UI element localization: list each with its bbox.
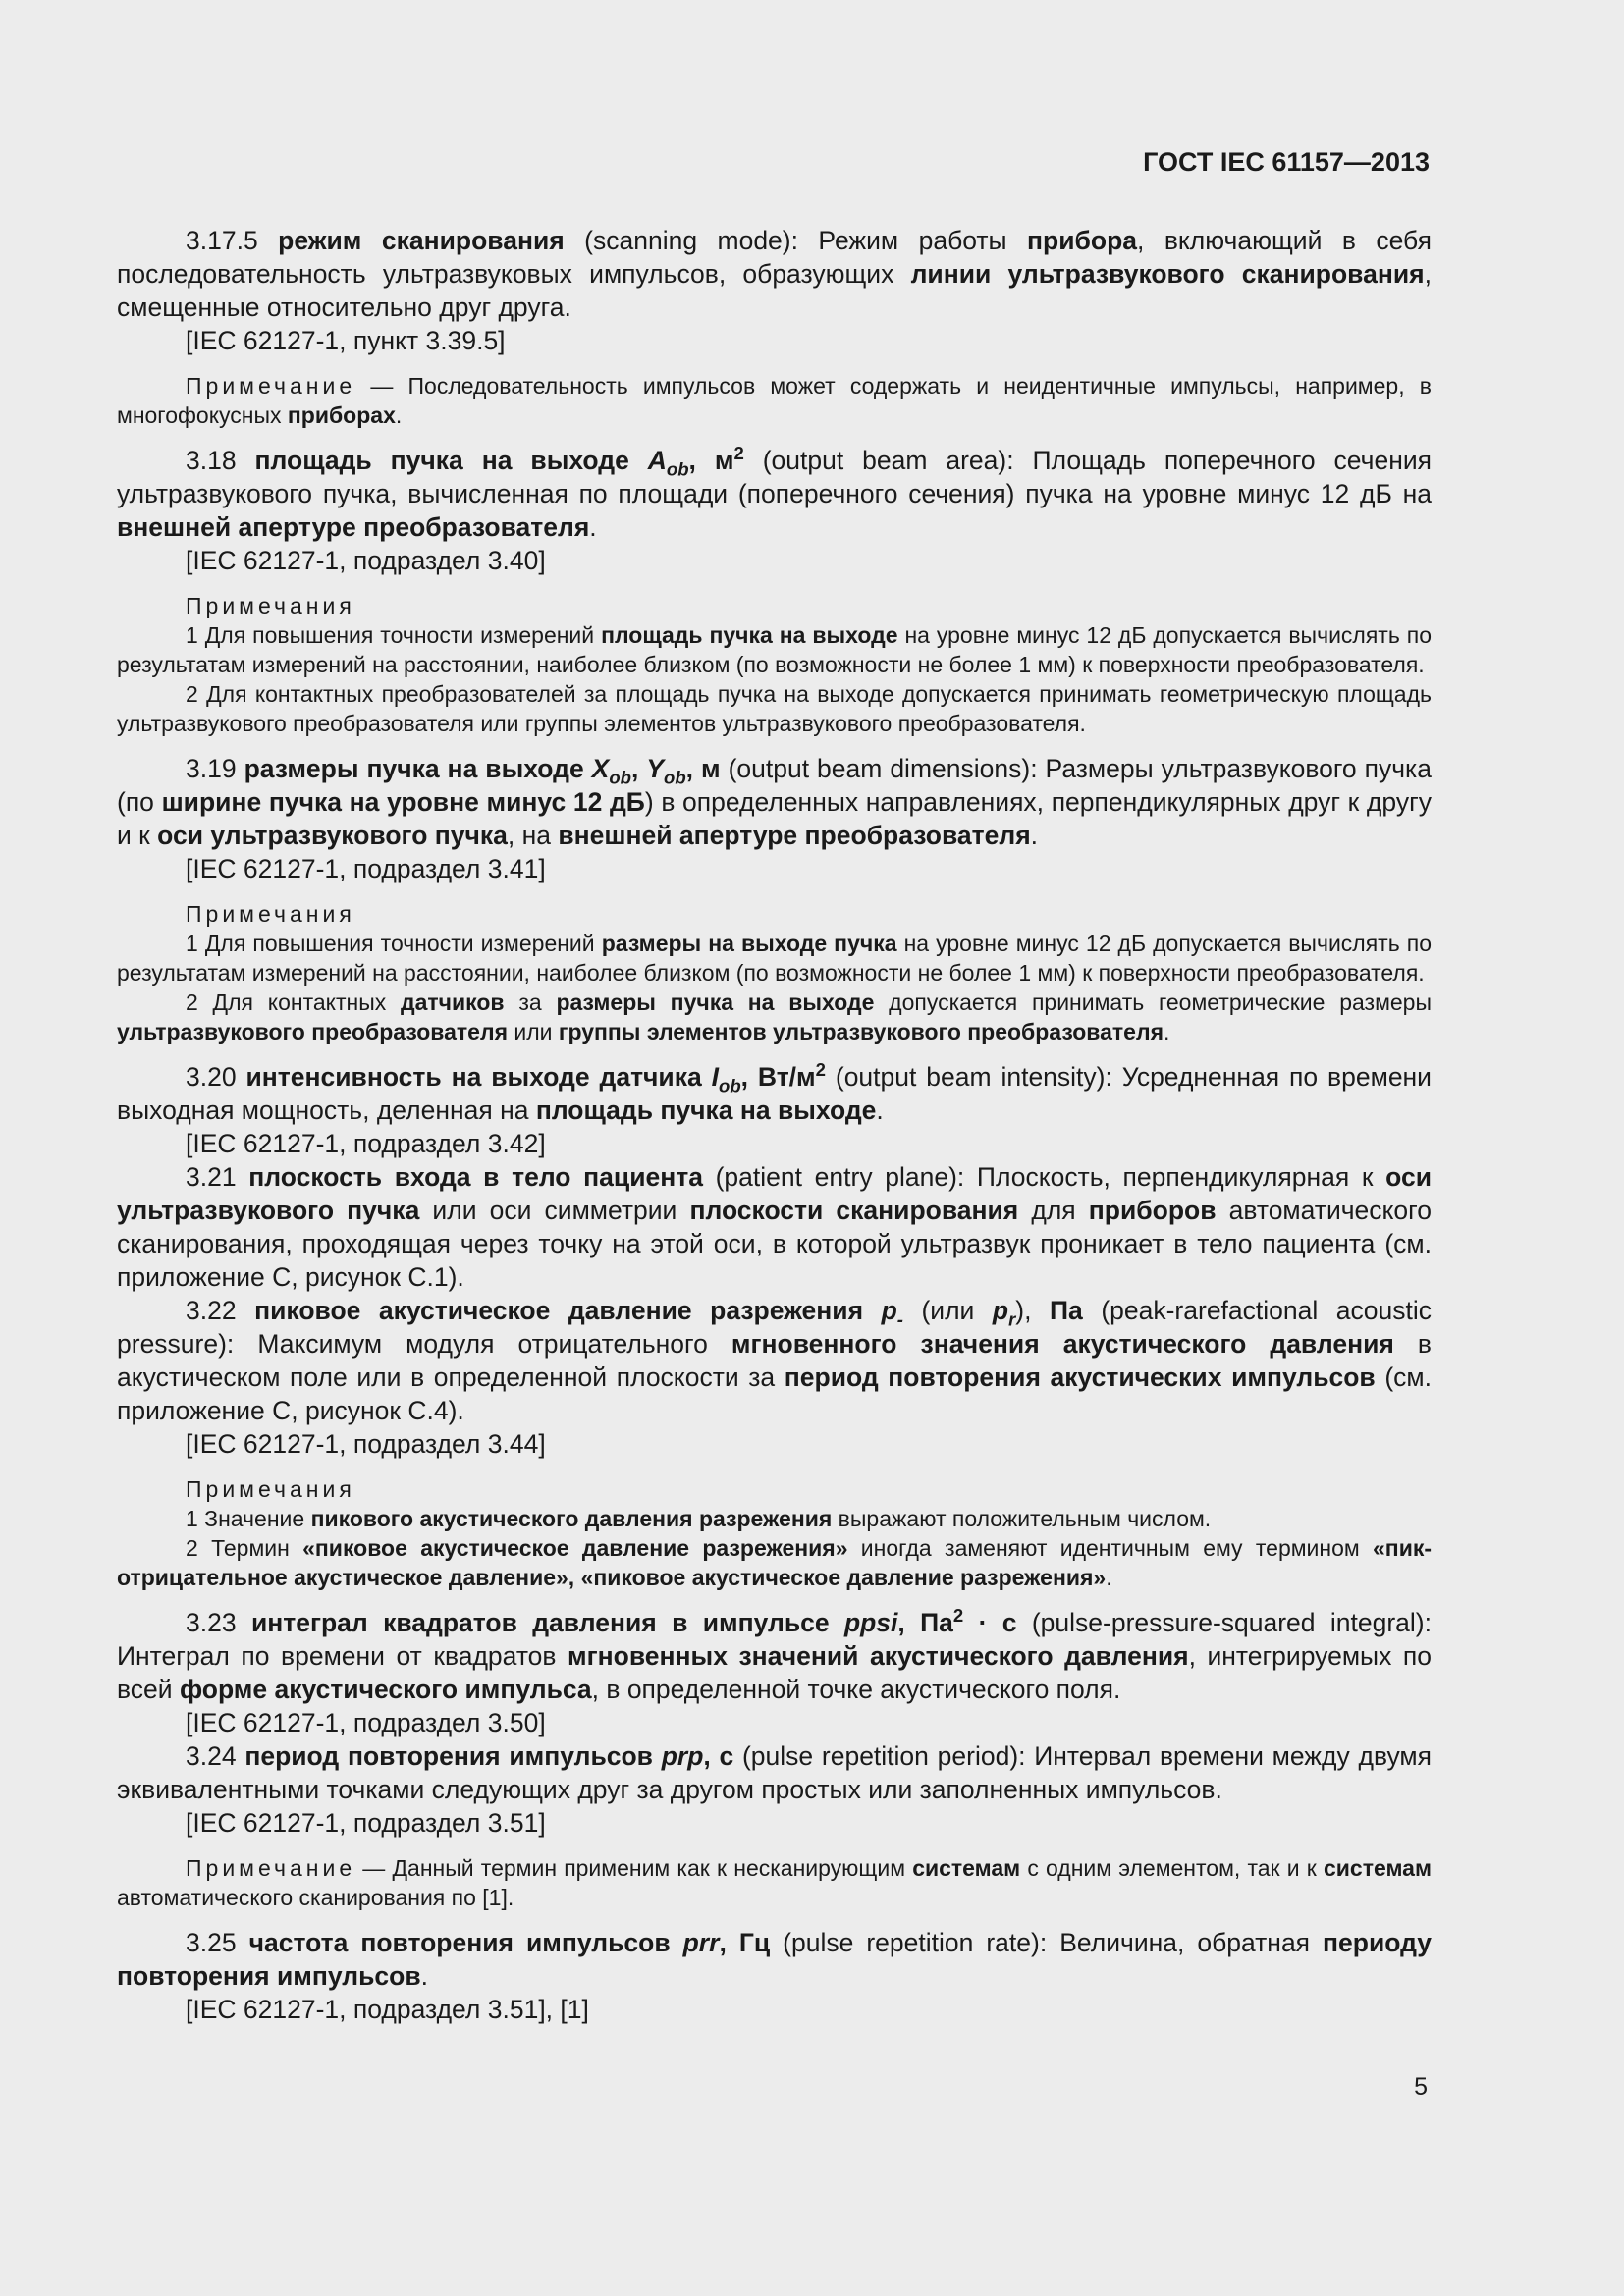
reference: [IEC 62127-1, подраздел 3.41]: [186, 854, 546, 883]
term-title: режим сканирования: [278, 226, 565, 255]
document-body: [117, 224, 1432, 2026]
term-3-19: 3.19 размеры пучка на выходе $X_{ob}$, $Y_{ob}$, м (output beam dimensions): Размеры ультразвукового пучка (по ширине пучка на уровне минус 12 дБ) в определенных направлениях, перпендикулярных друг к другу и к оси ультразвукового пучка, на внешней апертуре преобразователя.: [117, 754, 1432, 850]
note-item: 1 Для повышения точности измерений размеры на выходе пучка на уровне минус 12 дБ допускается вычислять по результатам измерений на расстоянии, наиболее близком (по возможности не более 1 мм) к поверхности преобразователя.: [117, 931, 1432, 986]
reference: [IEC 62127-1, подраздел 3.42]: [186, 1129, 546, 1158]
reference: [IEC 62127-1, пункт 3.39.5]: [186, 326, 506, 355]
term-3-18: 3.18 площадь пучка на выходе $A_{ob}$, $м^2$ (output beam area): Площадь поперечного сечения ультразвукового пучка, вычисленная по площади (поперечного сечения) пучка на уровне минус 12 дБ на внешней апертуре преобразователя.: [117, 443, 1432, 542]
note-item: 1 Для повышения точности измерений площадь пучка на выходе на уровне минус 12 дБ допускается вычислять по результатам измерений на расстоянии, наиболее близком (по возможности не более 1 мм) к поверхности преобразователя.: [117, 622, 1432, 677]
term-3-25: 3.25 частота повторения импульсов prr, Гц (pulse repetition rate): Величина, обратная периоду повторения импульсов.: [117, 1928, 1432, 1991]
notes-heading: Примечания: [186, 901, 355, 927]
notes-heading: Примечания: [186, 593, 355, 618]
document-header: ГОСТ IEC 61157—2013: [1143, 147, 1430, 177]
reference: [IEC 62127-1, подраздел 3.51]: [186, 1808, 546, 1838]
reference: [IEC 62127-1, подраздел 3.40]: [186, 546, 546, 575]
reference: [IEC 62127-1, подраздел 3.50]: [186, 1708, 546, 1737]
page-number: 5: [1414, 2073, 1428, 2101]
term-3-20: 3.20 интенсивность на выходе датчика $I_{ob}$, $Вт/м^2$ (output beam intensity): Усредненная по времени выходная мощность, деленная на площадь пучка на выходе.: [117, 1059, 1432, 1125]
note-item: 2 Термин «пиковое акустическое давление разрежения» иногда заменяют идентичным ему термином «пик-отрицательное акустическое давление», «пиковое акустическое давление разрежения».: [117, 1535, 1433, 1590]
term-3-17-5: 3.17.5 режим сканирования (scanning mode): Режим работы прибора, включающий в себя последовательность ультразвуковых импульсов, образующих линии ультразвукового сканирования, смещенные относительно друг друга.: [117, 226, 1432, 322]
note: Примечание — Данный термин применим как к несканирующим системам с одним элементом, так и к системам автоматического сканирования по [1].: [117, 1855, 1432, 1910]
term-3-24: 3.24 период повторения импульсов prp, с (pulse repetition period): Интервал времени между двумя эквивалентными точками следующих друг за другом простых или заполненных импульсов.: [117, 1741, 1432, 1804]
note-item: 2 Для контактных преобразователей за площадь пучка на выходе допускается принимать геометрическую площадь ультразвукового преобразователя или группы элементов ультразвукового преобразователя.: [117, 681, 1432, 736]
note: Примечание — Последовательность импульсов может содержать и неидентичные импульсы, например, в многофокусных приборах.: [117, 373, 1432, 428]
term-3-21: 3.21 плоскость входа в тело пациента (patient entry plane): Плоскость, перпендикулярная к оси ультразвукового пучка или оси симметрии плоскости сканирования для приборов автоматического сканирования, проходящая через точку на этой оси, в которой ультразвук проникает в тело пациента (см. приложение С, рисунок С.1).: [117, 1162, 1432, 1292]
note-item: 1 Значение пикового акустического давления разрежения выражают положительным числом.: [186, 1506, 1212, 1531]
reference: [IEC 62127-1, подраздел 3.44]: [186, 1429, 546, 1459]
term-3-22: 3.22 пиковое акустическое давление разрежения $p_-$ (или $p_r$), Па (peak-rarefactional acoustic pressure): Максимум модуля отрицательного мгновенного значения акустического давления в акустическом поле или в определенной плоскости за период повторения акустических импульсов (см. приложение С, рисунок С.4).: [117, 1296, 1432, 1425]
reference: [IEC 62127-1, подраздел 3.51], [1]: [186, 1995, 589, 2024]
notes-heading: Примечания: [186, 1476, 355, 1502]
note-item: 2 Для контактных датчиков за размеры пучка на выходе допускается принимать геометрические размеры ультразвукового преобразователя или группы элементов ультразвукового преобразователя.: [117, 989, 1432, 1044]
term-3-23: 3.23 интеграл квадратов давления в импульсе ppsi, $Па^2 \cdot с$ (pulse-pressure-squared integral): Интеграл по времени от квадратов мгновенных значений акустического давления, интегрируемых по всей форме акустического импульса, в определенной точке акустического поля.: [117, 1605, 1432, 1704]
